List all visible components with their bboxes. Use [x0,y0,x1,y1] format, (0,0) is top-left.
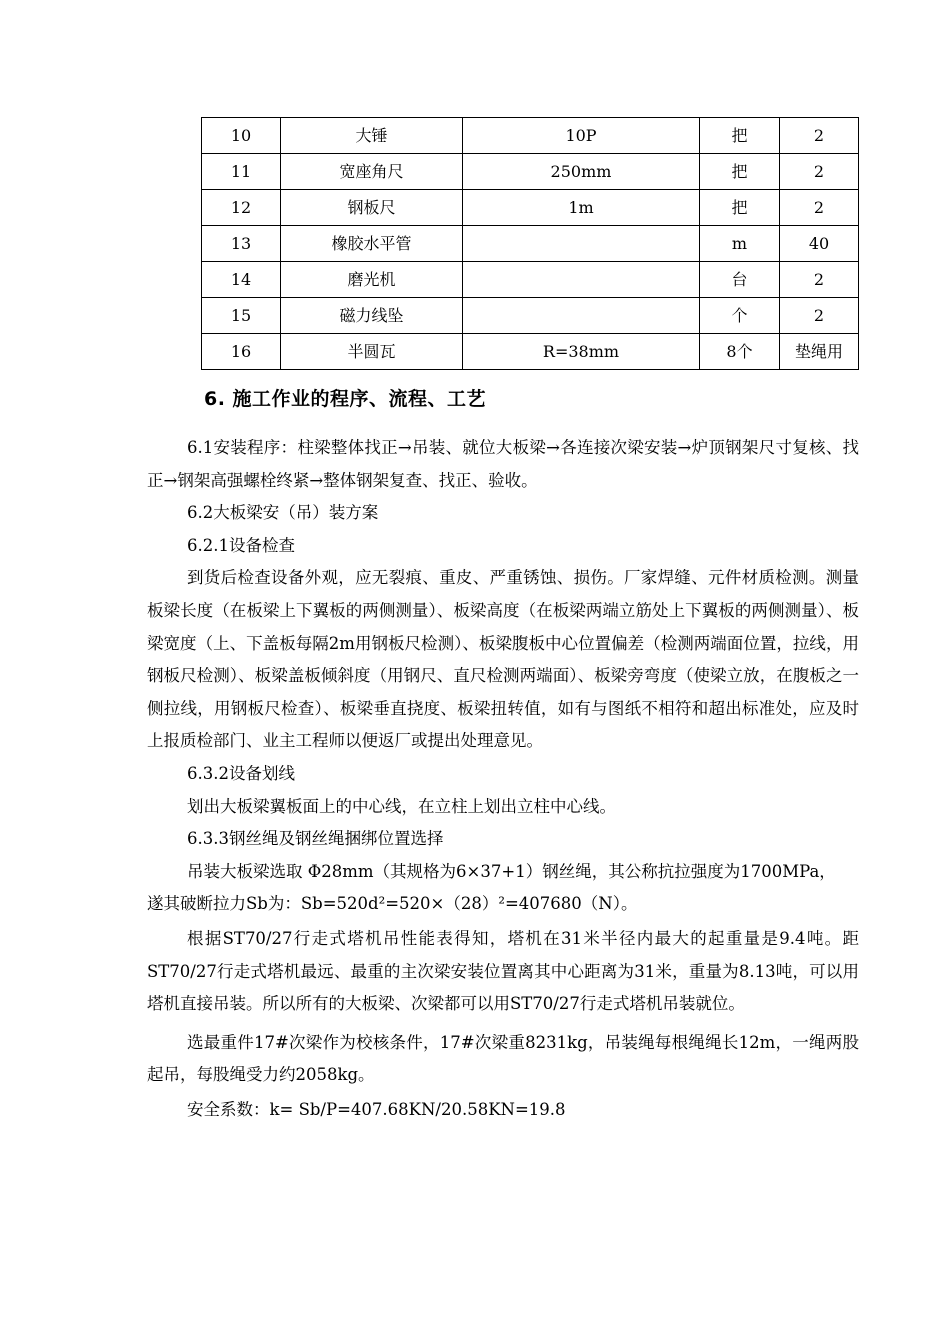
breaking-force-paragraph: 遂其破断拉力Sb为：Sb=520d²=520×（28）²=407680（N）。 [147,894,638,914]
tool-unit: 把 [700,190,780,226]
crane-capacity-paragraph: 根据ST70/27行走式塔机吊性能表得知，塔机在31米半径内最大的起重量是9.4吨。距ST70/27行走式塔机最远、最重的主次梁安装位置离其中心距离为31米，重量为8.13吨，可以用塔机直接吊装。所以所有的大板梁、次梁都可以用ST70/27行走式塔机吊装就位。 [147,928,859,1014]
tool-name: 磁力线坠 [281,298,463,334]
row-number: 11 [202,154,281,190]
tool-unit: m [700,226,780,262]
subsection-heading: 6.3.2设备划线 [187,763,295,783]
tool-quantity: 2 [780,262,859,298]
tool-quantity: 2 [780,298,859,334]
section-heading: 6. 施工作业的程序、流程、工艺 [204,388,487,410]
body-text [147,432,859,1126]
tool-spec [463,262,700,298]
tool-name: 半圆瓦 [281,334,463,370]
subsection-heading: 6.3.3钢丝绳及钢丝绳捆绑位置选择 [187,829,444,849]
tool-name: 宽座角尺 [281,154,463,190]
tool-spec [463,226,700,262]
table-row [202,226,859,262]
tool-quantity: 2 [780,190,859,226]
tool-spec: 250mm [463,154,700,190]
installation-procedure-paragraph: 6.1安装程序：柱梁整体找正→吊装、就位大板梁→各连接次梁安装→炉顶钢架尺寸复核、找正→钢架高强螺栓终紧→整体钢架复查、找正、验收。 [147,438,859,490]
safety-factor-paragraph: 安全系数：k= Sb/P=407.68KN/20.58KN=19.8 [187,1099,566,1119]
row-number: 15 [202,298,281,334]
tool-quantity: 2 [780,154,859,190]
row-number: 12 [202,190,281,226]
tool-unit: 把 [700,154,780,190]
tool-name: 大锤 [281,118,463,154]
table-row [202,262,859,298]
subsection-heading: 6.2.1设备检查 [187,535,295,555]
tool-table [201,117,859,370]
tool-unit: 把 [700,118,780,154]
table-row [202,118,859,154]
tool-spec: 1m [463,190,700,226]
tool-unit: 个 [700,298,780,334]
tool-unit: 8个 [700,334,780,370]
tool-spec [463,298,700,334]
tool-quantity: 垫绳用 [780,334,859,370]
table-row [202,298,859,334]
row-number: 10 [202,118,281,154]
wire-rope-paragraph: 吊装大板梁选取 Φ28mm（其规格为6×37+1）钢丝绳，其公称抗拉强度为1700MPa， [187,861,836,881]
subsection-heading: 6.2大板梁安（吊）装方案 [187,503,379,523]
table-row [202,154,859,190]
tool-spec: 10P [463,118,700,154]
marking-paragraph: 划出大板梁翼板面上的中心线，在立柱上划出立柱中心线。 [187,796,616,816]
tool-unit: 台 [700,262,780,298]
tool-name: 磨光机 [281,262,463,298]
tool-name: 橡胶水平管 [281,226,463,262]
tool-spec: R=38mm [463,334,700,370]
equipment-inspection-paragraph: 到货后检查设备外观，应无裂痕、重皮、严重锈蚀、损伤。厂家焊缝、元件材质检测。测量板梁长度（在板梁上下翼板的两侧测量）、板梁高度（在板梁两端立筋处上下翼板的两侧测量）、板梁宽度（上、下盖板每隔2m用钢板尺检测）、板梁腹板中心位置偏差（检测两端面位置，拉线，用钢板尺检测）、板梁盖板倾斜度（用钢尺、直尺检测两端面）、板梁旁弯度（使梁立放，在腹板之一侧拉线，用钢板尺检查）、板梁垂直挠度、板梁扭转值，如有与图纸不相符和超出标准处，应及时上报质检部门、业主工程师以便返厂或提出处理意见。 [147,568,859,751]
tool-quantity: 2 [780,118,859,154]
table-row [202,190,859,226]
check-condition-paragraph: 选最重件17#次梁作为校核条件，17#次梁重8231kg，吊装绳每根绳绳长12m，一绳两股起吊，每股绳受力约2058kg。 [147,1032,859,1085]
table-row [202,334,859,370]
tool-name: 钢板尺 [281,190,463,226]
row-number: 13 [202,226,281,262]
tool-quantity: 40 [780,226,859,262]
row-number: 16 [202,334,281,370]
row-number: 14 [202,262,281,298]
